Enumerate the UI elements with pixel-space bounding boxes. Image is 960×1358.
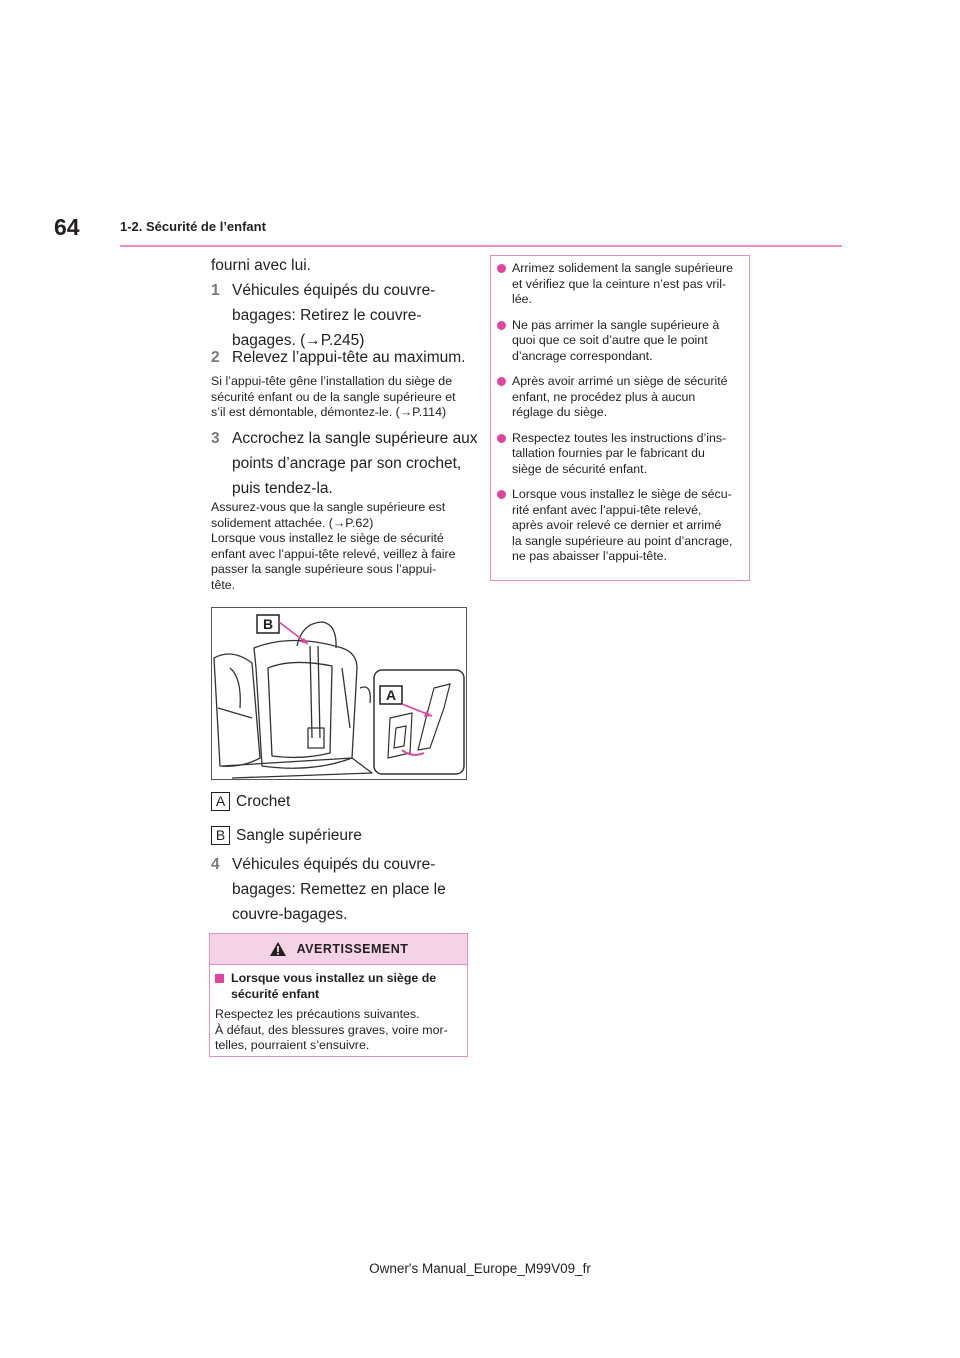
step-number: 2 — [211, 349, 220, 366]
bullet-line: Ne pas arrimer la sangle supérieure à — [512, 317, 720, 332]
footer-text: Owner's Manual_Europe_M99V09_fr — [369, 1261, 591, 1276]
step-number: 3 — [211, 430, 220, 447]
bullet-line: Arrimez solidement la sangle supérieure — [512, 261, 734, 275]
step-line: Véhicules équipés du couvre- — [232, 282, 436, 299]
bullet-line: enfant, ne procédez plus à aucun — [512, 389, 696, 404]
bullet-line: ne pas abaisser l’appui-tête. — [512, 549, 667, 563]
round-bullet-icon — [497, 490, 506, 499]
step-4 — [211, 852, 446, 927]
note-line: Assurez-vous que la sangle supérieure est — [211, 500, 446, 514]
callout-b — [211, 826, 362, 845]
section-title: 1-2. Sécurité de l’enfant — [120, 219, 266, 234]
step-1 — [211, 278, 435, 353]
warning-bullet — [497, 318, 739, 365]
seat-anchor-illustration — [211, 607, 467, 780]
bullet-line: réglage du siège. — [512, 405, 608, 419]
warning-subtitle-line: sécurité enfant — [231, 986, 320, 1001]
step-line: Accrochez la sangle supérieure aux — [232, 430, 478, 447]
step-number: 4 — [211, 856, 220, 873]
note-line: Lorsque vous installez le siège de sécurité — [211, 531, 444, 545]
bullet-line: Respectez toutes les instructions d’ins- — [512, 430, 727, 445]
warning-bullet — [497, 261, 739, 308]
step-line: points d’ancrage par son crochet, — [232, 455, 462, 472]
bullet-line: siège de sécurité enfant. — [512, 461, 648, 476]
step-line: couvre-bagages. — [232, 906, 348, 923]
warning-bullet — [497, 431, 739, 478]
warning-text-line: telles, pourraient s’ensuivre. — [215, 1038, 370, 1052]
square-bullet-icon — [215, 974, 224, 983]
warning-triangle-icon — [269, 941, 287, 957]
bullet-line: rité enfant avec l’appui-tête relevé, — [512, 502, 702, 517]
step-2 — [211, 345, 465, 370]
callout-text: Crochet — [236, 792, 291, 810]
warning-bullet — [497, 487, 739, 565]
note-line: enfant avec l’appui-tête relevé, veillez à faire — [211, 546, 456, 561]
step-3 — [211, 426, 478, 501]
bullet-line: lée. — [512, 292, 532, 306]
warning-subtitle — [215, 971, 459, 1002]
header-rule — [120, 245, 842, 247]
note-line: Si l’appui-tête gêne l’installation du siège de — [211, 374, 453, 388]
page-number: 64 — [54, 214, 80, 240]
round-bullet-icon — [497, 264, 506, 273]
warning-text-line: À défaut, des blessures graves, voire mor- — [215, 1022, 448, 1037]
note-strap — [211, 500, 456, 593]
note-headrest — [211, 374, 456, 421]
step-line: Véhicules équipés du couvre- — [232, 856, 436, 873]
warning-bullet — [497, 374, 739, 421]
bullet-line: quoi que ce soit d’autre que le point — [512, 333, 708, 347]
bullet-line: Après avoir arrimé un siège de sécurité — [512, 374, 728, 388]
callout-text: Sangle supérieure — [236, 826, 362, 844]
bullet-line: et vérifiez que la ceinture n’est pas vril- — [512, 276, 727, 291]
round-bullet-icon — [497, 377, 506, 386]
warning-title: AVERTISSEMENT — [296, 942, 409, 956]
note-line: sécurité enfant ou de la sangle supérieure et — [211, 389, 456, 404]
round-bullet-icon — [497, 434, 506, 443]
bullet-line: tallation fournies par le fabricant du — [512, 446, 705, 460]
callout-letter: A — [211, 792, 230, 811]
warning-subtitle-line: Lorsque vous installez un siège de — [231, 971, 437, 985]
callout-a — [211, 792, 290, 811]
note-line: passer la sangle supérieure sous l’appui- — [211, 562, 437, 576]
seat-illustration — [212, 608, 466, 779]
step-number: 1 — [211, 282, 220, 299]
intro-text: fourni avec lui. — [211, 257, 311, 274]
warning-box — [209, 933, 468, 1057]
bullet-line: la sangle supérieure au point d’ancrage, — [512, 533, 733, 548]
figure-label-a: A — [385, 687, 397, 703]
step-line: bagages. (→P.245) — [232, 332, 365, 349]
bullet-line: d’ancrage correspondant. — [512, 348, 653, 363]
callout-letter: B — [211, 826, 230, 845]
note-line: tête. — [211, 577, 236, 592]
round-bullet-icon — [497, 321, 506, 330]
note-line: s’il est démontable, démontez-le. (→P.114) — [211, 405, 447, 419]
warning-continuation-box — [490, 255, 750, 581]
step-line: puis tendez-la. — [232, 480, 333, 497]
step-line: bagages: Remettez en place le — [232, 881, 446, 898]
warning-text-line: Respectez les précautions suivantes. — [215, 1007, 420, 1021]
warning-text — [215, 1007, 459, 1054]
step-line: Relevez l’appui-tête au maximum. — [232, 349, 466, 366]
warning-header — [210, 934, 467, 965]
note-line: solidement attachée. (→P.62) — [211, 515, 374, 530]
bullet-line: Lorsque vous installez le siège de sécu- — [512, 487, 732, 501]
figure-label-b: B — [262, 616, 274, 632]
step-line: bagages: Retirez le couvre- — [232, 307, 422, 324]
bullet-line: après avoir relevé ce dernier et arrimé — [512, 518, 722, 532]
